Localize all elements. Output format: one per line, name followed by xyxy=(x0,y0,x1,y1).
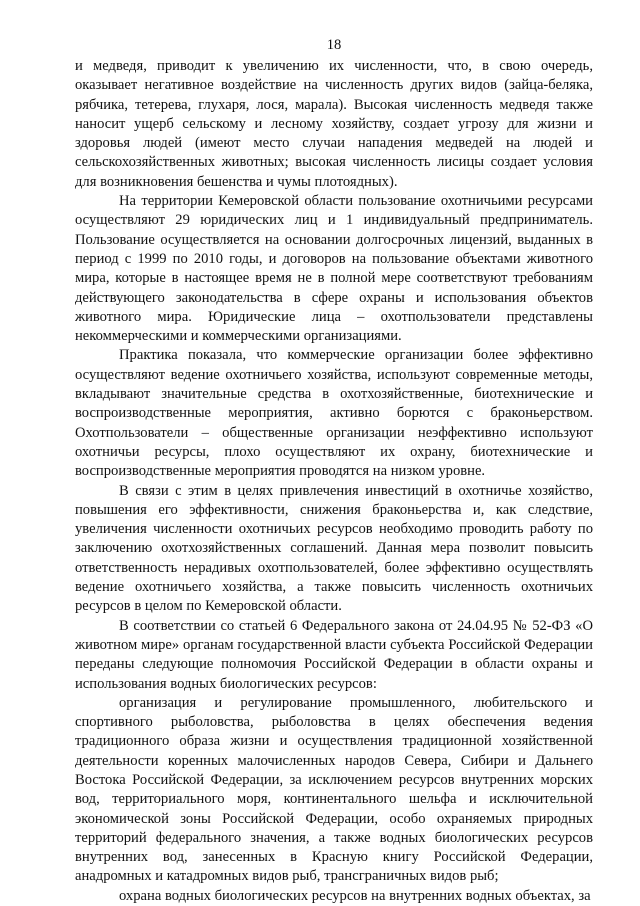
page-number: 18 xyxy=(326,37,342,53)
paragraph-hunting-agreements: В связи с этим в целях привлечения инвестиций в охотничье хозяйство, повышения его эффективности, снижения браконьерства и, как следствие, увеличения численности охотничьих ресурсов необходимо проводить работу по заключению охотхозяйственных соглашений. Данная мера позволит повысить ответственность нерадивых охотпользователей, более эффективно осуществлять ведение охотничьего хозяйства, а также повысить численность охотничьих ресурсов в целом по Кемеровской области. xyxy=(75,482,593,615)
paragraph-fishing-regulation: организация и регулирование промышленного, любительского и спортивного рыболовства, рыболовства в целях обеспечения ведения традиционного образа жизни и осуществления традиционной хозяйственной деятельности коренных малочисленных народов Севера, Сибири и Дальнего Востока Российской Федерации, за исключением ресурсов внутренних морских вод, территориального моря, континентального шельфа и исключительной экономической зоны Российской Федерации, особо охраняемых природных территорий федерального значения, а также водных биологических ресурсов внутренних вод, занесенных в Красную книгу Российской Федерации, анадромных и катадромных видов рыб, трансграничных видов рыб; xyxy=(75,694,593,885)
paragraph-hunting-users: На территории Кемеровской области пользование охотничьими ресурсами осуществляют 29 юридических лиц и 1 индивидуальный предприниматель. Пользование осуществляется на основании долгосрочных лицензий, выданных в период с 1999 по 2010 годы, и договоров на пользование объектами животного мира, которые в настоящее время не в полной мере соответствуют требованиям действующего законодательства в сфере охраны и использования объектов животного мира. Юридические лица – охотпользователи представлены некоммерческими и коммерческими организациями. xyxy=(75,193,593,345)
paragraph-bear-population: и медведя, приводит к увеличению их численности, что, в свою очередь, оказывает негативное воздействие на численность других видов (зайца-беляка, рябчика, тетерева, глухаря, лося, марала). Высокая численность медведя также наносит ущерб сельскому и лесному хозяйству, создает угрозу для жизни и здоровья людей (имеют место случаи нападения медведей на людей и сельскохозяйственных животных; высокая численность лисицы создает условия для возникновения бешенства и чумы плотоядных). xyxy=(75,58,593,190)
document-page xyxy=(75,0,593,906)
paragraph-bioresource-protection: охрана водных биологических ресурсов на внутренних водных объектах, за xyxy=(119,887,591,904)
paragraph-federal-law: В соответствии со статьей 6 Федерального закона от 24.04.95 № 52-ФЗ «О животном мире» органам государственной власти субъекта Российской Федерации переданы следующие полномочия Российской Федерации в области охраны и использования водных биологических ресурсов: xyxy=(75,617,593,692)
paragraph-commercial-practice: Практика показала, что коммерческие организации более эффективно осуществляют ведение охотничьего хозяйства, используют современные методы, вкладывают значительные средства в охотхозяйственные, биотехнические и воспроизводственные мероприятия, активно борются с браконьерством. Охотпользователи – общественные организации неэффективно используют охотничьи ресурсы, плохо осуществляют их охрану, биотехнические и воспроизводственные мероприятия проводятся на низком уровне. xyxy=(75,347,593,480)
